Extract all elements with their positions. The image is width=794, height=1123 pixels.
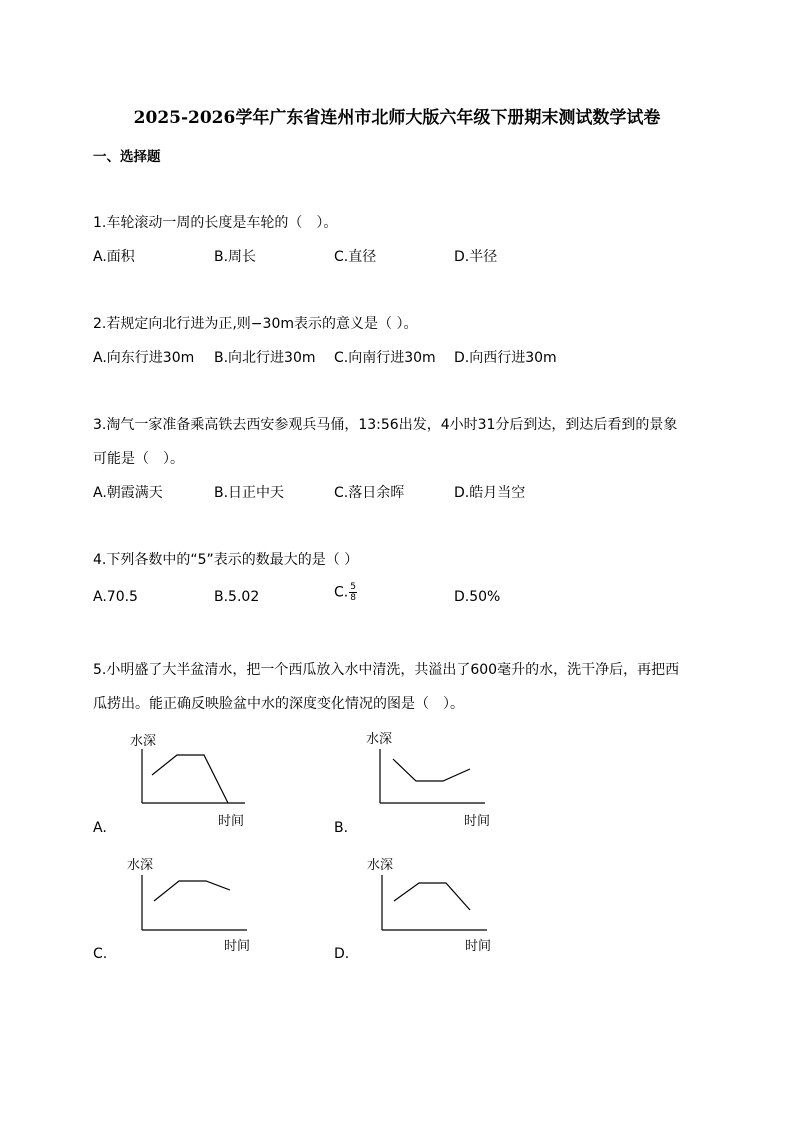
q4-option-d[interactable]: D.50%: [454, 589, 501, 605]
q2-option-c[interactable]: C.向南行进30m: [334, 350, 436, 366]
q5-option-a[interactable]: A.: [93, 820, 107, 836]
q5-option-b[interactable]: B.: [334, 820, 349, 836]
q1-option-d[interactable]: D.半径: [454, 249, 498, 265]
question-3-stem-line2: 可能是（ ）。: [93, 451, 184, 467]
q2-option-d[interactable]: D.向西行进30m: [454, 350, 557, 366]
question-5-stem-line1: 5.小明盛了大半盆清水，把一个西瓜放入水中清洗，共溢出了600毫升的水，洗干净后，再把西: [93, 662, 680, 678]
graph-a-x-label: 时间: [218, 814, 245, 829]
graph-c-x-label: 时间: [224, 939, 251, 954]
graph-b-x-label: 时间: [464, 814, 491, 829]
graph-d-y-label: 水深: [367, 858, 394, 873]
q5-option-d[interactable]: D.: [334, 946, 350, 962]
graph-d-x-label: 时间: [465, 939, 492, 954]
q2-option-a[interactable]: A.向东行进30m: [93, 350, 195, 366]
question-4-stem: 4.下列各数中的“5”表示的数最大的是（ ）: [93, 552, 359, 568]
question-1-stem: 1.车轮滚动一周的长度是车轮的（ ）。: [93, 215, 338, 231]
question-3-stem-line1: 3.淘气一家准备乘高铁去西安参观兵马俑，13:56出发，4小时31分后到达，到达后看到的景象: [93, 417, 678, 433]
q3-option-b[interactable]: B.日正中天: [214, 485, 285, 501]
q3-option-d[interactable]: D.皓月当空: [454, 485, 526, 501]
exam-title: 2025-2026学年广东省连州市北师大版六年级下册期末测试数学试卷: [133, 108, 661, 128]
q4-option-c-label: C.: [334, 584, 349, 601]
question-5-stem-line2: 瓜捞出。能正确反映脸盆中水的深度变化情况的图是（ ）。: [93, 696, 464, 712]
q4-option-a[interactable]: A.70.5: [93, 589, 138, 605]
q4-option-b[interactable]: B.5.02: [214, 589, 260, 605]
q3-option-a[interactable]: A.朝霞满天: [93, 485, 163, 501]
fraction-numerator: 5: [350, 582, 356, 592]
fraction-denominator: 8: [350, 593, 356, 603]
q3-option-c[interactable]: C.落日余晖: [334, 485, 405, 501]
q1-option-c[interactable]: C.直径: [334, 249, 377, 265]
question-2-stem: 2.若规定向北行进为正,则−30m表示的意义是（ ）。: [93, 316, 418, 332]
q1-option-a[interactable]: A.面积: [93, 249, 135, 265]
section-heading: 一、选择题: [93, 149, 161, 165]
graph-c-y-label: 水深: [127, 858, 154, 873]
q5-option-c[interactable]: C.: [93, 946, 108, 962]
graph-d-curve: [394, 883, 470, 910]
q1-option-b[interactable]: B.周长: [214, 249, 257, 265]
graph-a-y-label: 水深: [130, 734, 157, 749]
q2-option-b[interactable]: B.向北行进30m: [214, 350, 316, 366]
graph-b-y-label: 水深: [366, 732, 393, 747]
